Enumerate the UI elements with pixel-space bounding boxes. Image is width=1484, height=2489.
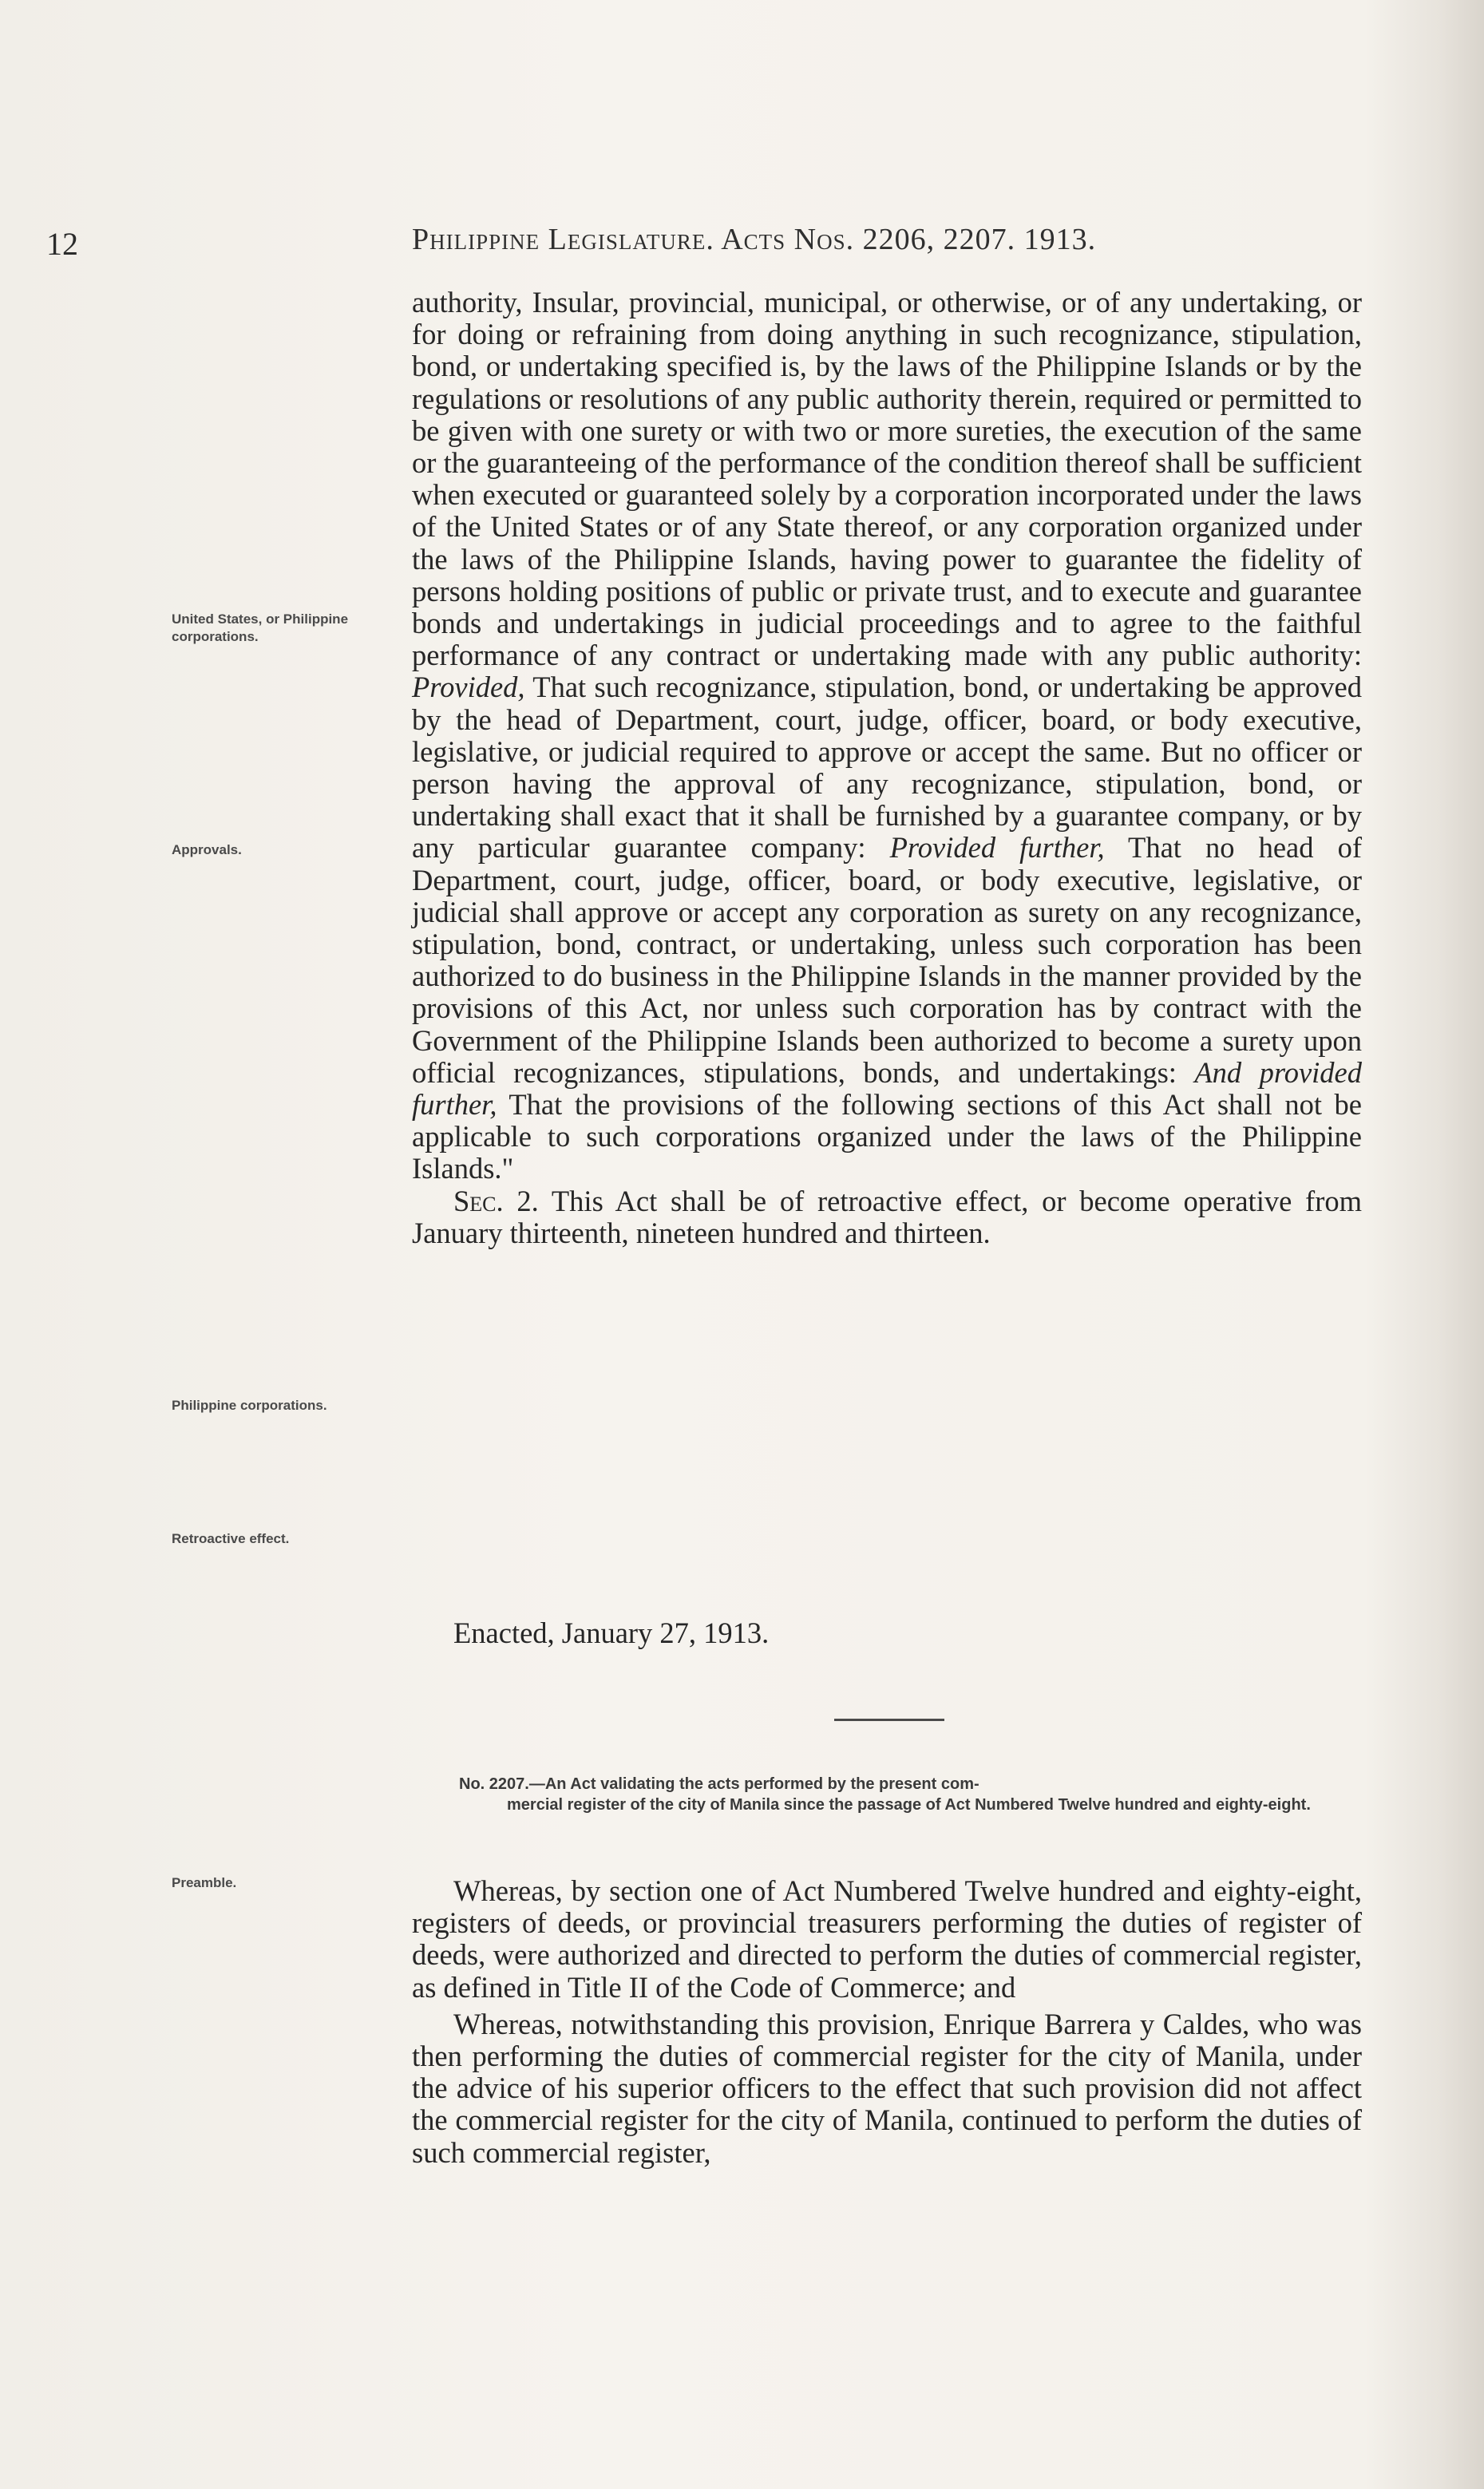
section-1-text-a: authority, Insular, provincial, municipal, or otherwise, or of any undertaking, or for doing or refraining from doing anything in such recognizance, stipulation, bond, or undertaking specified is, by the laws of the Philippine Islands or by the regulations or resolutions of any public authority therein, required or permitted to be given with one surety or with two or more sureties, the execution of the same or the guaranteeing of the performance of the condition thereof shall be sufficient when executed or guaranteed solely by a corporation incorporated under the laws of the United States or of any State thereof, or any corporation organized under the laws of the Philippine Islands, having power to guarantee the fidelity of persons holding positions of public or private trust, and to execute and guarantee bonds and undertakings in judicial proceedings and to agree to the faithful performance of any contract or undertaking made with any public authority: bbox=[412, 286, 1362, 672]
running-head: Philippine Legislature. Acts Nos. 2206, 2207. 1913. bbox=[412, 223, 1097, 256]
act-2207-title-line2: mercial register of the city of Manila since the passage of Act Numbered Twelve hundred and eighty-eight. bbox=[507, 1796, 1311, 1814]
section-1-text-c: That no head of Department, court, judge, officer, board, or body executive, legislative, or judicial shall approve or accept any corporation as surety on any recognizance, stipulation, bond, contract, or undertaking, unless such corporation has been authorized to do business in the Philippine Islands in the manner provided by the provisions of this Act, nor unless such corporation has by contract with the Government of the Philippine Islands been authorized to become a surety upon official recognizances, stipulations, bonds, and undertakings: bbox=[412, 831, 1362, 1089]
section-1-text bbox=[412, 287, 1362, 1249]
act-2207-title bbox=[459, 1774, 1361, 1815]
section-2-paragraph bbox=[412, 1185, 1362, 1249]
section-1-text-d: That the provisions of the following sections of this Act shall not be applicable to such corporations organized under the laws of the Philippine Islands." bbox=[412, 1088, 1362, 1185]
margin-note-retroactive: Retroactive effect. bbox=[172, 1531, 290, 1546]
page-number: 12 bbox=[46, 226, 78, 262]
section-2-text: This Act shall be of retroactive effect, or become operative from January thirteenth, nineteen hundred and thirteen. bbox=[412, 1184, 1362, 1249]
act-2207-title-line1: No. 2207.—An Act validating the acts performed by the present com- bbox=[459, 1775, 979, 1793]
margin-note-approvals: Approvals. bbox=[172, 842, 242, 857]
enacted-date: Enacted, January 27, 1913. bbox=[453, 1616, 770, 1649]
margin-note-united-states: United States, or Philippine corporations. bbox=[172, 611, 349, 644]
section-divider bbox=[834, 1719, 944, 1721]
act-2207-preamble bbox=[412, 1875, 1362, 2169]
provided-further-italic: Provided further, bbox=[889, 831, 1105, 865]
and-provided-further-italic: And provided further, bbox=[412, 1055, 1363, 1122]
whereas-paragraph-2: Whereas, notwithstanding this provision, Enrique Barrera y Caldes, who was then performing the duties of commercial register for the city of Manila, under the advice of his superior officers to the effect that such provision did not affect the commercial register for the city of Manila, continued to perform the duties of such commercial register, bbox=[412, 2007, 1362, 2169]
provided-italic: Provided, bbox=[412, 671, 525, 704]
margin-note-preamble: Preamble. bbox=[172, 1875, 237, 1890]
section-1-paragraph bbox=[412, 287, 1362, 1185]
section-2-label: Sec. 2. bbox=[453, 1184, 539, 1217]
section-1-text-b: That such recognizance, stipulation, bond, or undertaking be approved by the head of Department, court, judge, officer, board, or body executive, legislative, or judicial required to approve or accept the same. But no officer or person having the approval of any recognizance, stipulation, bond, or undertaking shall exact that it shall be furnished by a guarantee company, or by any particular guarantee company: bbox=[412, 671, 1362, 865]
margin-note-philippine-corporations: Philippine corporations. bbox=[172, 1398, 327, 1413]
whereas-paragraph-1: Whereas, by section one of Act Numbered Twelve hundred and eighty-eight, registers of deeds, or provincial treasurers performing the duties of register of deeds, were authorized and directed to perform the duties of commercial register, as defined in Title II of the Code of Commerce; and bbox=[412, 1874, 1362, 2004]
